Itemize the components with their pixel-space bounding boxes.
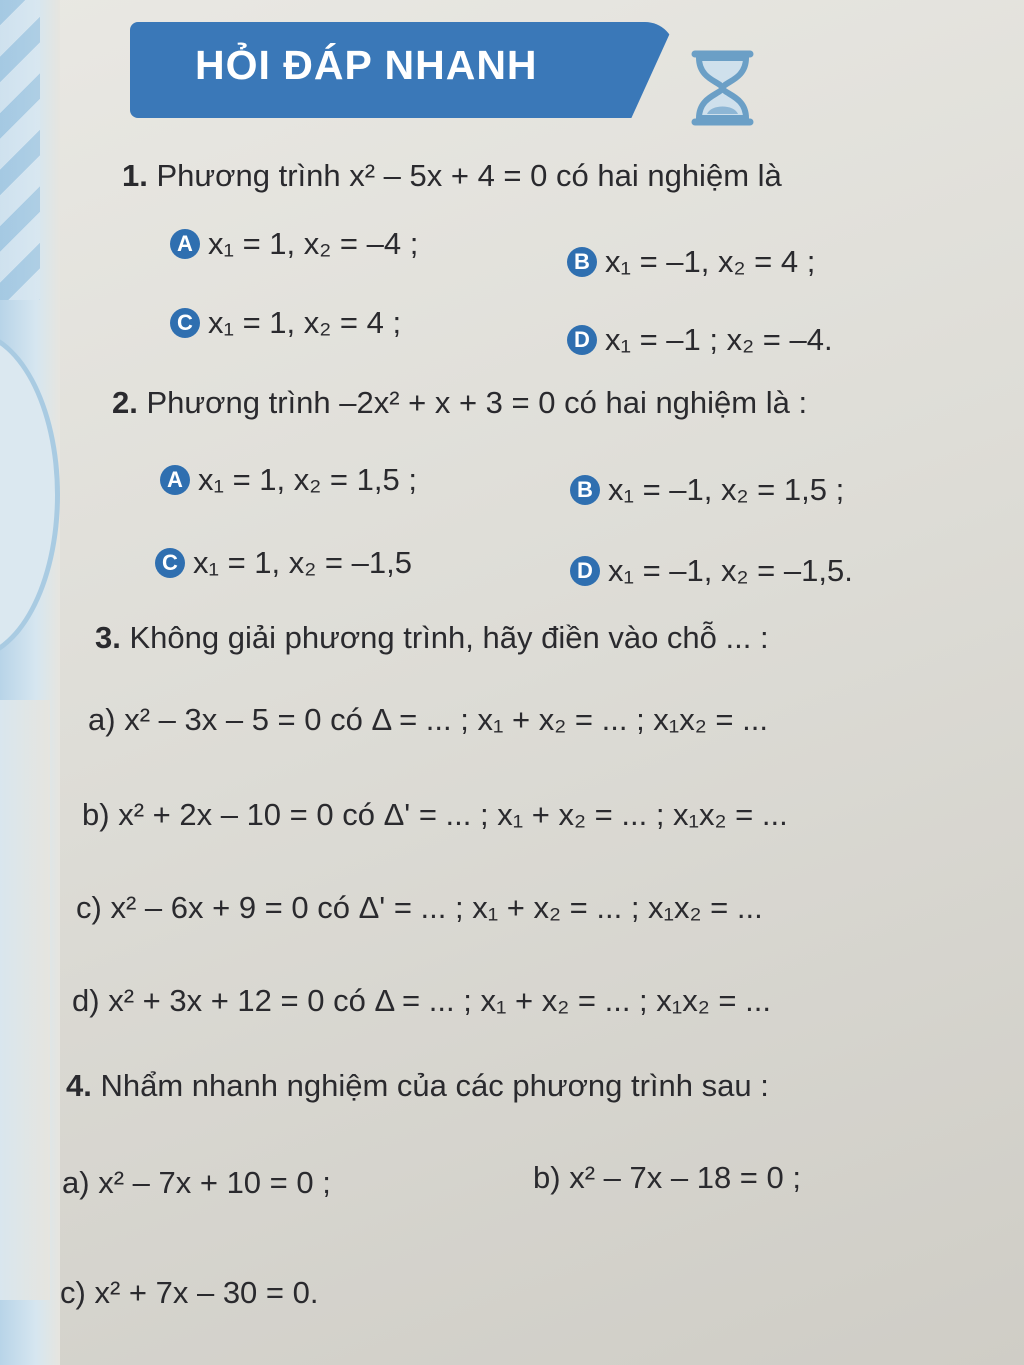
q3-item-c-text: x² – 6x + 9 = 0 có Δ' = ... ; x₁ + x₂ = ... ; x₁x₂ = ... (110, 890, 763, 925)
q3-item-b-label: b) (82, 797, 110, 832)
q3-item-d-text: x² + 3x + 12 = 0 có Δ = ... ; x₁ + x₂ = ... ; x₁x₂ = ... (108, 983, 771, 1018)
q3-item-d (72, 983, 771, 1019)
q2-option-c-badge: C (155, 548, 185, 578)
q3-title (95, 620, 769, 656)
q3-number: 3. (95, 620, 121, 655)
q2-option-d-badge: D (570, 556, 600, 586)
q3-item-c (76, 890, 763, 926)
q1-option-a-badge: A (170, 229, 200, 259)
q1-option-b-badge: B (567, 247, 597, 277)
q1-text: Phương trình x² – 5x + 4 = 0 có hai nghiệm là (156, 158, 782, 193)
q4-item-c (60, 1275, 318, 1311)
q1-option-b-text: x₁ = –1, x₂ = 4 ; (605, 244, 816, 280)
q2-option-d-text: x₁ = –1, x₂ = –1,5. (608, 553, 853, 589)
hourglass-icon (685, 48, 760, 128)
q4-item-b-text: x² – 7x – 18 = 0 ; (569, 1160, 801, 1195)
q3-item-c-label: c) (76, 890, 102, 925)
q4-item-c-text: x² + 7x – 30 = 0. (94, 1275, 319, 1310)
q4-title (66, 1068, 769, 1104)
q4-item-a-label: a) (62, 1165, 90, 1200)
q1-option-a-text: x₁ = 1, x₂ = –4 ; (208, 226, 419, 262)
q4-text: Nhẩm nhanh nghiệm của các phương trình sau : (100, 1068, 769, 1103)
q2-option-c (155, 545, 412, 581)
q2-option-a (160, 462, 417, 498)
q1-option-c-badge: C (170, 308, 200, 338)
q2-option-b-text: x₁ = –1, x₂ = 1,5 ; (608, 472, 845, 508)
q1-option-d-text: x₁ = –1 ; x₂ = –4. (605, 322, 833, 358)
q2-number: 2. (112, 385, 138, 420)
q2-option-d (570, 553, 853, 589)
q4-item-b-label: b) (533, 1160, 561, 1195)
q3-item-d-label: d) (72, 983, 100, 1018)
q3-item-a (88, 702, 768, 738)
q4-item-b (533, 1160, 801, 1196)
q1-option-a (170, 226, 418, 262)
q1-number: 1. (122, 158, 148, 193)
q3-item-b (82, 797, 788, 833)
q1-option-b (567, 244, 815, 280)
q2-title (112, 385, 807, 421)
q2-option-c-text: x₁ = 1, x₂ = –1,5 (193, 545, 412, 581)
q4-item-a-text: x² – 7x + 10 = 0 ; (98, 1165, 331, 1200)
q4-number: 4. (66, 1068, 92, 1103)
q2-text: Phương trình –2x² + x + 3 = 0 có hai nghiệm là : (146, 385, 808, 420)
q1-option-d-badge: D (567, 325, 597, 355)
q3-item-b-text: x² + 2x – 10 = 0 có Δ' = ... ; x₁ + x₂ = ... ; x₁x₂ = ... (118, 797, 788, 832)
q3-item-a-text: x² – 3x – 5 = 0 có Δ = ... ; x₁ + x₂ = ... ; x₁x₂ = ... (124, 702, 768, 737)
q4-item-c-label: c) (60, 1275, 86, 1310)
side-glow-decoration (0, 700, 50, 1300)
q4-item-a (62, 1165, 331, 1201)
q3-item-a-label: a) (88, 702, 116, 737)
q2-option-b (570, 472, 844, 508)
q3-text: Không giải phương trình, hãy điền vào chỗ ... : (129, 620, 769, 655)
q1-option-c-text: x₁ = 1, x₂ = 4 ; (208, 305, 402, 341)
q2-option-a-badge: A (160, 465, 190, 495)
header-title: HỎI ĐÁP NHANH (195, 42, 538, 88)
q1-option-d (567, 322, 833, 358)
q1-title (122, 158, 782, 194)
q1-option-c (170, 305, 401, 341)
q2-option-b-badge: B (570, 475, 600, 505)
q2-option-a-text: x₁ = 1, x₂ = 1,5 ; (198, 462, 417, 498)
side-stripe-decoration (0, 0, 40, 300)
